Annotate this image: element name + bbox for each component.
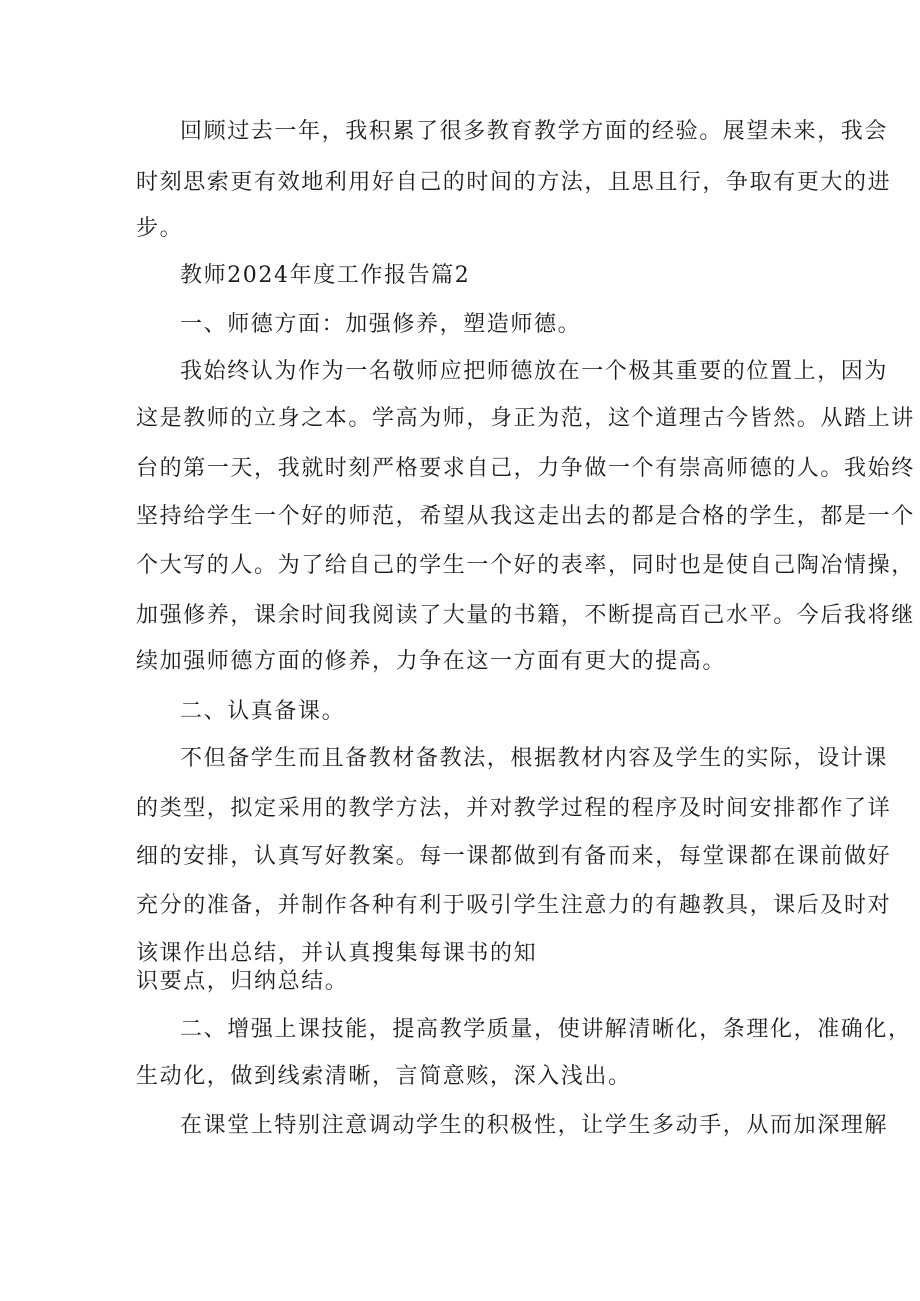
heading-3: 二、增强上课技能，提高教学质量，使讲解清晰化，条理化，准确化， — [180, 1017, 912, 1042]
heading-2: 二、认真备课。 — [180, 699, 346, 724]
text-line: 步。 — [136, 216, 184, 241]
text-line: 的类型，拟定采用的教学方法，并对教学过程的程序及时间安排都作了详 — [136, 796, 892, 821]
text-line: 不但备学生而且备教材备教法，根据教材内容及学生的实际，设计课 — [180, 746, 889, 771]
text-line: 时刻思索更有效地利用好自己的时间的方法，且思且行，争取有更大的进 — [136, 170, 892, 195]
text-line: 在课堂上特别注意调动学生的积极性，让学生多动手，从而加深理解 — [180, 1113, 889, 1138]
text-line: 充分的准备，并制作各种有利于吸引学生注意力的有趣教具，课后及时对 — [136, 893, 892, 918]
text-line: 细的安排，认真写好教案。每一课都做到有备而来，每堂课都在课前做好 — [136, 844, 892, 869]
text-line: 续加强师德方面的修养，力争在这一方面有更大的提高。 — [136, 649, 727, 674]
text-line: 回顾过去一年，我积累了很多教育教学方面的经验。展望未来，我会 — [180, 119, 889, 144]
text-line: 识要点，归纳总结。 — [136, 969, 349, 994]
text-line: 坚持给学生一个好的师范，希望从我这走出去的都是合格的学生，都是一个 — [136, 504, 915, 529]
text-line: 加强修养，课余时间我阅读了大量的书籍，不断提高百己水平。今后我将继 — [136, 603, 915, 628]
text-line: 生动化，做到线索清晰，言简意赅，深入浅出。 — [136, 1064, 632, 1089]
text-line: 个大写的人。为了给自己的学生一个好的表率，同时也是使自己陶冶情操， — [136, 553, 915, 578]
text-line: 我始终认为作为一名敬师应把师德放在一个极其重要的位置上，因为 — [180, 359, 889, 384]
section-title: 教师2024年度工作报告篇2 — [180, 263, 471, 288]
text-line: 这是教师的立身之本。学高为师，身正为范，这个道理古今皆然。从踏上讲 — [136, 406, 915, 431]
heading-1: 一、师德方面：加强修养，塑造师德。 — [180, 312, 582, 337]
text-line: 台的第一天，我就时刻严格要求自己，力争做一个有崇高师德的人。我始终 — [136, 456, 915, 481]
text-line: 该课作出总结，并认真搜集每课书的知 — [136, 941, 538, 966]
